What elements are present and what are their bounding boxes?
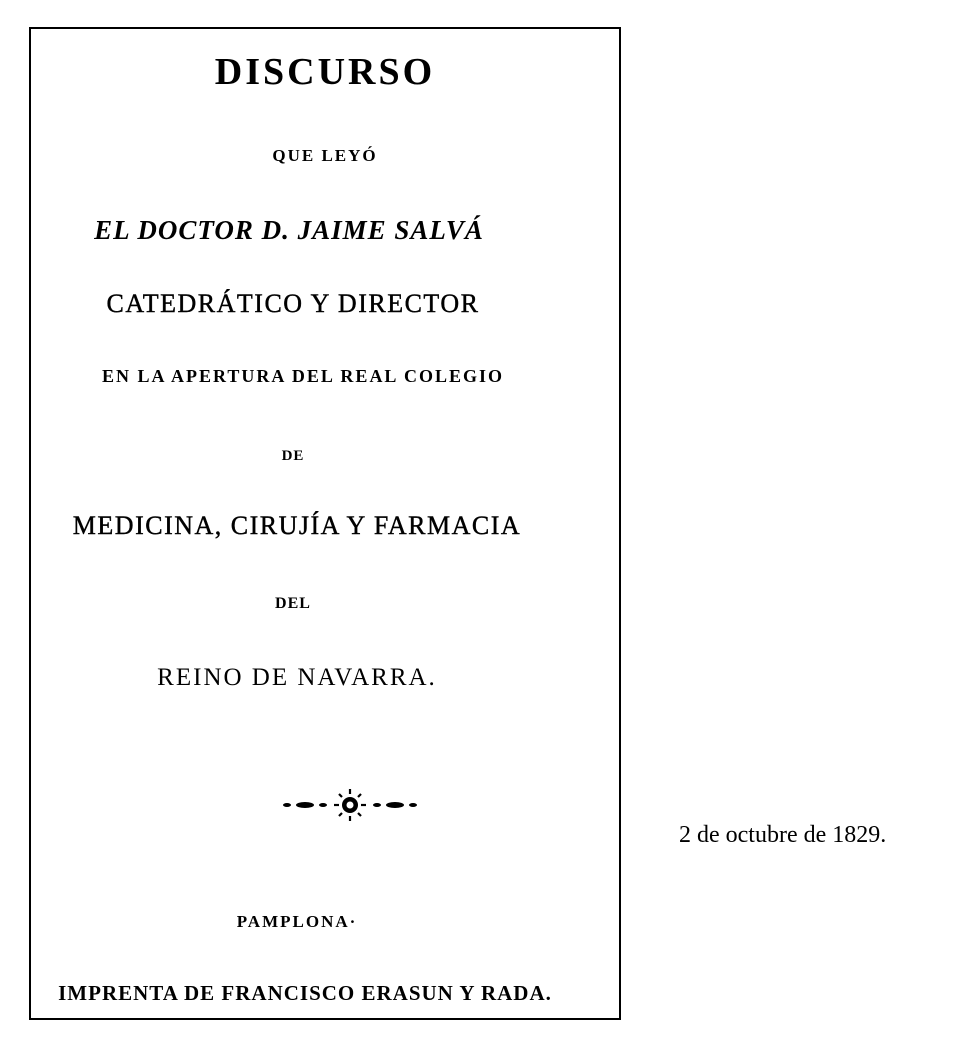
title-page-frame — [29, 27, 621, 1020]
printer-line: IMPRENTA DE FRANCISCO ERASUN Y RADA. — [58, 981, 552, 1005]
discourse-title: DISCURSO — [214, 51, 436, 93]
printer-ornament-icon — [275, 785, 425, 825]
kingdom-line: REINO DE NAVARRA. — [157, 664, 437, 691]
de-line: DE — [281, 448, 305, 464]
date-caption: 2 de octubre de 1829. — [679, 822, 887, 848]
que-leyo-line: QUE LEYÓ — [272, 146, 378, 165]
role-line: CATEDRÁTICO Y DIRECTOR — [106, 289, 480, 318]
city-line: PAMPLONA· — [236, 912, 358, 931]
faculties-line: MEDICINA, CIRUJÍA Y FARMACIA — [72, 511, 522, 540]
del-line: DEL — [275, 595, 311, 612]
occasion-line: EN LA APERTURA DEL REAL COLEGIO — [102, 366, 504, 386]
author-line: EL DOCTOR D. JAIME SALVÁ — [94, 215, 484, 245]
